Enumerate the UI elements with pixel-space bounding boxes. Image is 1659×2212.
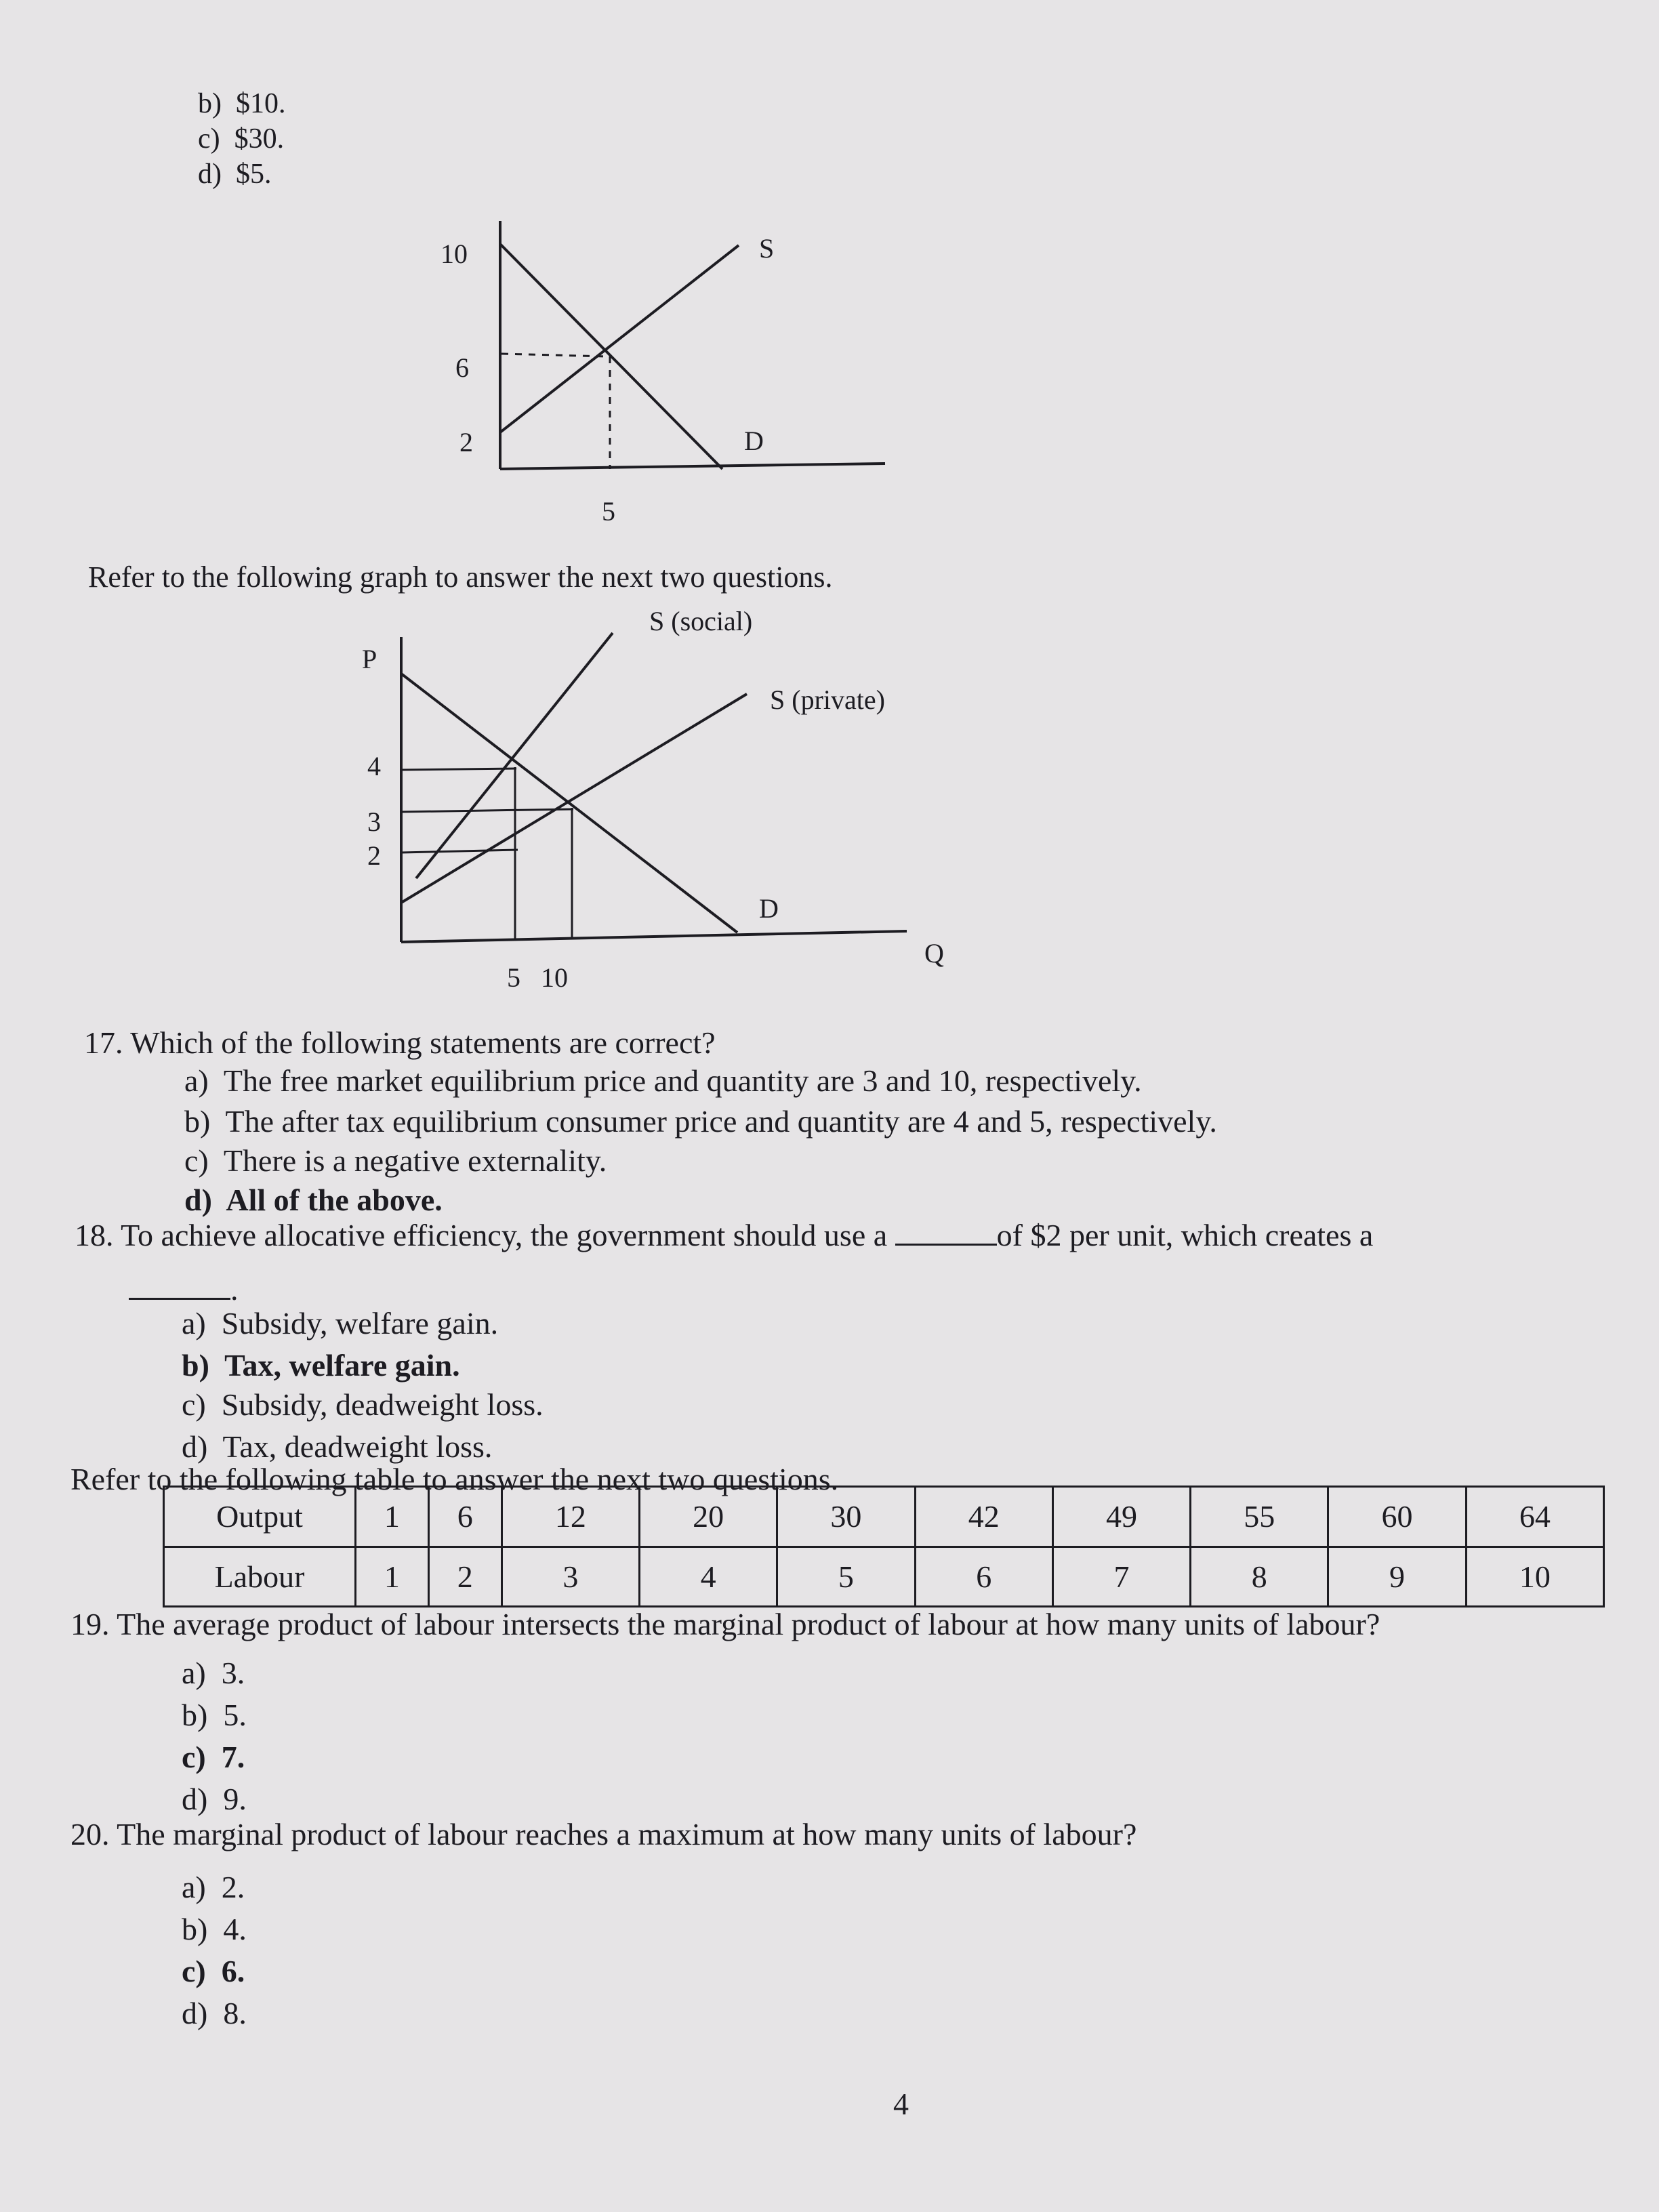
graph1-demand-label: D (744, 426, 764, 456)
graph1-supply-label: S (759, 233, 775, 264)
graph2-x-axis (401, 931, 907, 942)
table-cell: 55 (1191, 1487, 1328, 1547)
table-cell: 7 (1052, 1547, 1190, 1607)
table-cell: 10 (1466, 1547, 1603, 1607)
graph1-y-tick-10: 10 (441, 239, 468, 269)
q18-option-d: d) Tax, deadweight loss. (182, 1429, 493, 1464)
graph2-price-4-line (401, 769, 516, 770)
table-cell: 20 (640, 1487, 777, 1547)
q17-option-a: a) The free market equilibrium price and quantity are 3 and 10, respectively. (184, 1063, 1142, 1098)
graph1-y-tick-6: 6 (455, 352, 469, 383)
q19-option-d: d) 9. (182, 1782, 247, 1816)
graph2-y-tick-3: 3 (367, 806, 381, 837)
table-cell: 49 (1052, 1487, 1190, 1547)
table-cell: 30 (777, 1487, 915, 1547)
graph1-price-guide (501, 354, 607, 356)
graph1-x-axis (500, 464, 885, 469)
q18-option-c: c) Subsidy, deadweight loss. (182, 1387, 544, 1422)
table-header-output: Output (164, 1487, 356, 1547)
q17-option-d: d) All of the above. (184, 1183, 443, 1217)
q20-option-a: a) 2. (182, 1870, 245, 1904)
q20-option-d: d) 8. (182, 1996, 247, 2030)
graph1-y-tick-2: 2 (459, 427, 473, 457)
q18-stem-end: . (129, 1274, 239, 1305)
table-cell: 9 (1328, 1547, 1466, 1607)
q17-option-b: b) The after tax equilibrium consumer price and quantity are 4 and 5, respectively. (184, 1104, 1217, 1139)
q18-blank-1 (895, 1244, 997, 1246)
graph2-y-tick-4: 4 (367, 751, 381, 781)
graph2-private-supply-line (401, 694, 747, 903)
graph2-price-2-line (401, 850, 518, 853)
prev-option-b: b) $10. (198, 88, 286, 119)
table-cell: 6 (915, 1547, 1052, 1607)
q19-option-c: c) 7. (182, 1740, 245, 1774)
graph-intro: Refer to the following graph to answer the next two questions. (88, 560, 833, 594)
q19-stem: 19. The average product of labour intersects the marginal product of labour at how many units of labour? (70, 1607, 1380, 1641)
graph2-y-axis-label: P (362, 644, 377, 674)
table-row-output (164, 1487, 1604, 1547)
q17-stem: 17. Which of the following statements are correct? (84, 1025, 716, 1060)
graph2-y-tick-2: 2 (367, 840, 381, 871)
prev-option-c: c) $30. (198, 123, 285, 155)
graph2-x-axis-label: Q (924, 938, 944, 968)
graph1-x-tick-5: 5 (602, 496, 615, 527)
table-cell: 2 (428, 1547, 501, 1607)
q18-option-b: b) Tax, welfare gain. (182, 1348, 460, 1382)
table-cell: 12 (501, 1487, 639, 1547)
graph2-demand-label: D (759, 893, 779, 924)
graph2-social-supply-label: S (social) (649, 606, 753, 636)
q20-option-c: c) 6. (182, 1954, 245, 1988)
page-number: 4 (893, 2087, 909, 2121)
table-cell: 1 (356, 1547, 429, 1607)
table-cell: 42 (915, 1487, 1052, 1547)
production-table (163, 1486, 1605, 1607)
table-cell: 6 (428, 1487, 501, 1547)
q17-option-c: c) There is a negative externality. (184, 1143, 607, 1178)
graph1-demand-line (500, 244, 722, 469)
table-cell: 64 (1466, 1487, 1603, 1547)
graph2-demand-line (401, 674, 737, 933)
graph2-private-supply-label: S (private) (770, 684, 885, 715)
q18-blank-2 (129, 1298, 230, 1300)
table-header-labour: Labour (164, 1547, 356, 1607)
table-cell: 1 (356, 1487, 429, 1547)
q19-option-b: b) 5. (182, 1698, 247, 1732)
table-cell: 5 (777, 1547, 915, 1607)
table-row-labour (164, 1547, 1604, 1607)
prev-option-d: d) $5. (198, 159, 272, 190)
graph2-price-3-line (401, 809, 573, 812)
q18-stem: 18. To achieve allocative efficiency, the government should use a of $2 per unit, which creates a (75, 1218, 1374, 1252)
q20-stem: 20. The marginal product of labour reaches a maximum at how many units of labour? (70, 1817, 1137, 1851)
graph1-supply-line (500, 245, 739, 432)
table-cell: 8 (1191, 1547, 1328, 1607)
table-cell: 3 (501, 1547, 639, 1607)
graph2-x-ticks: 5 10 (507, 962, 568, 993)
table-cell: 4 (640, 1547, 777, 1607)
table-intro: Refer to the following table to answer the next two questions. (70, 1462, 839, 1496)
table-cell: 60 (1328, 1487, 1466, 1547)
q19-option-a: a) 3. (182, 1656, 245, 1690)
q18-option-a: a) Subsidy, welfare gain. (182, 1306, 499, 1340)
q20-option-b: b) 4. (182, 1912, 247, 1946)
